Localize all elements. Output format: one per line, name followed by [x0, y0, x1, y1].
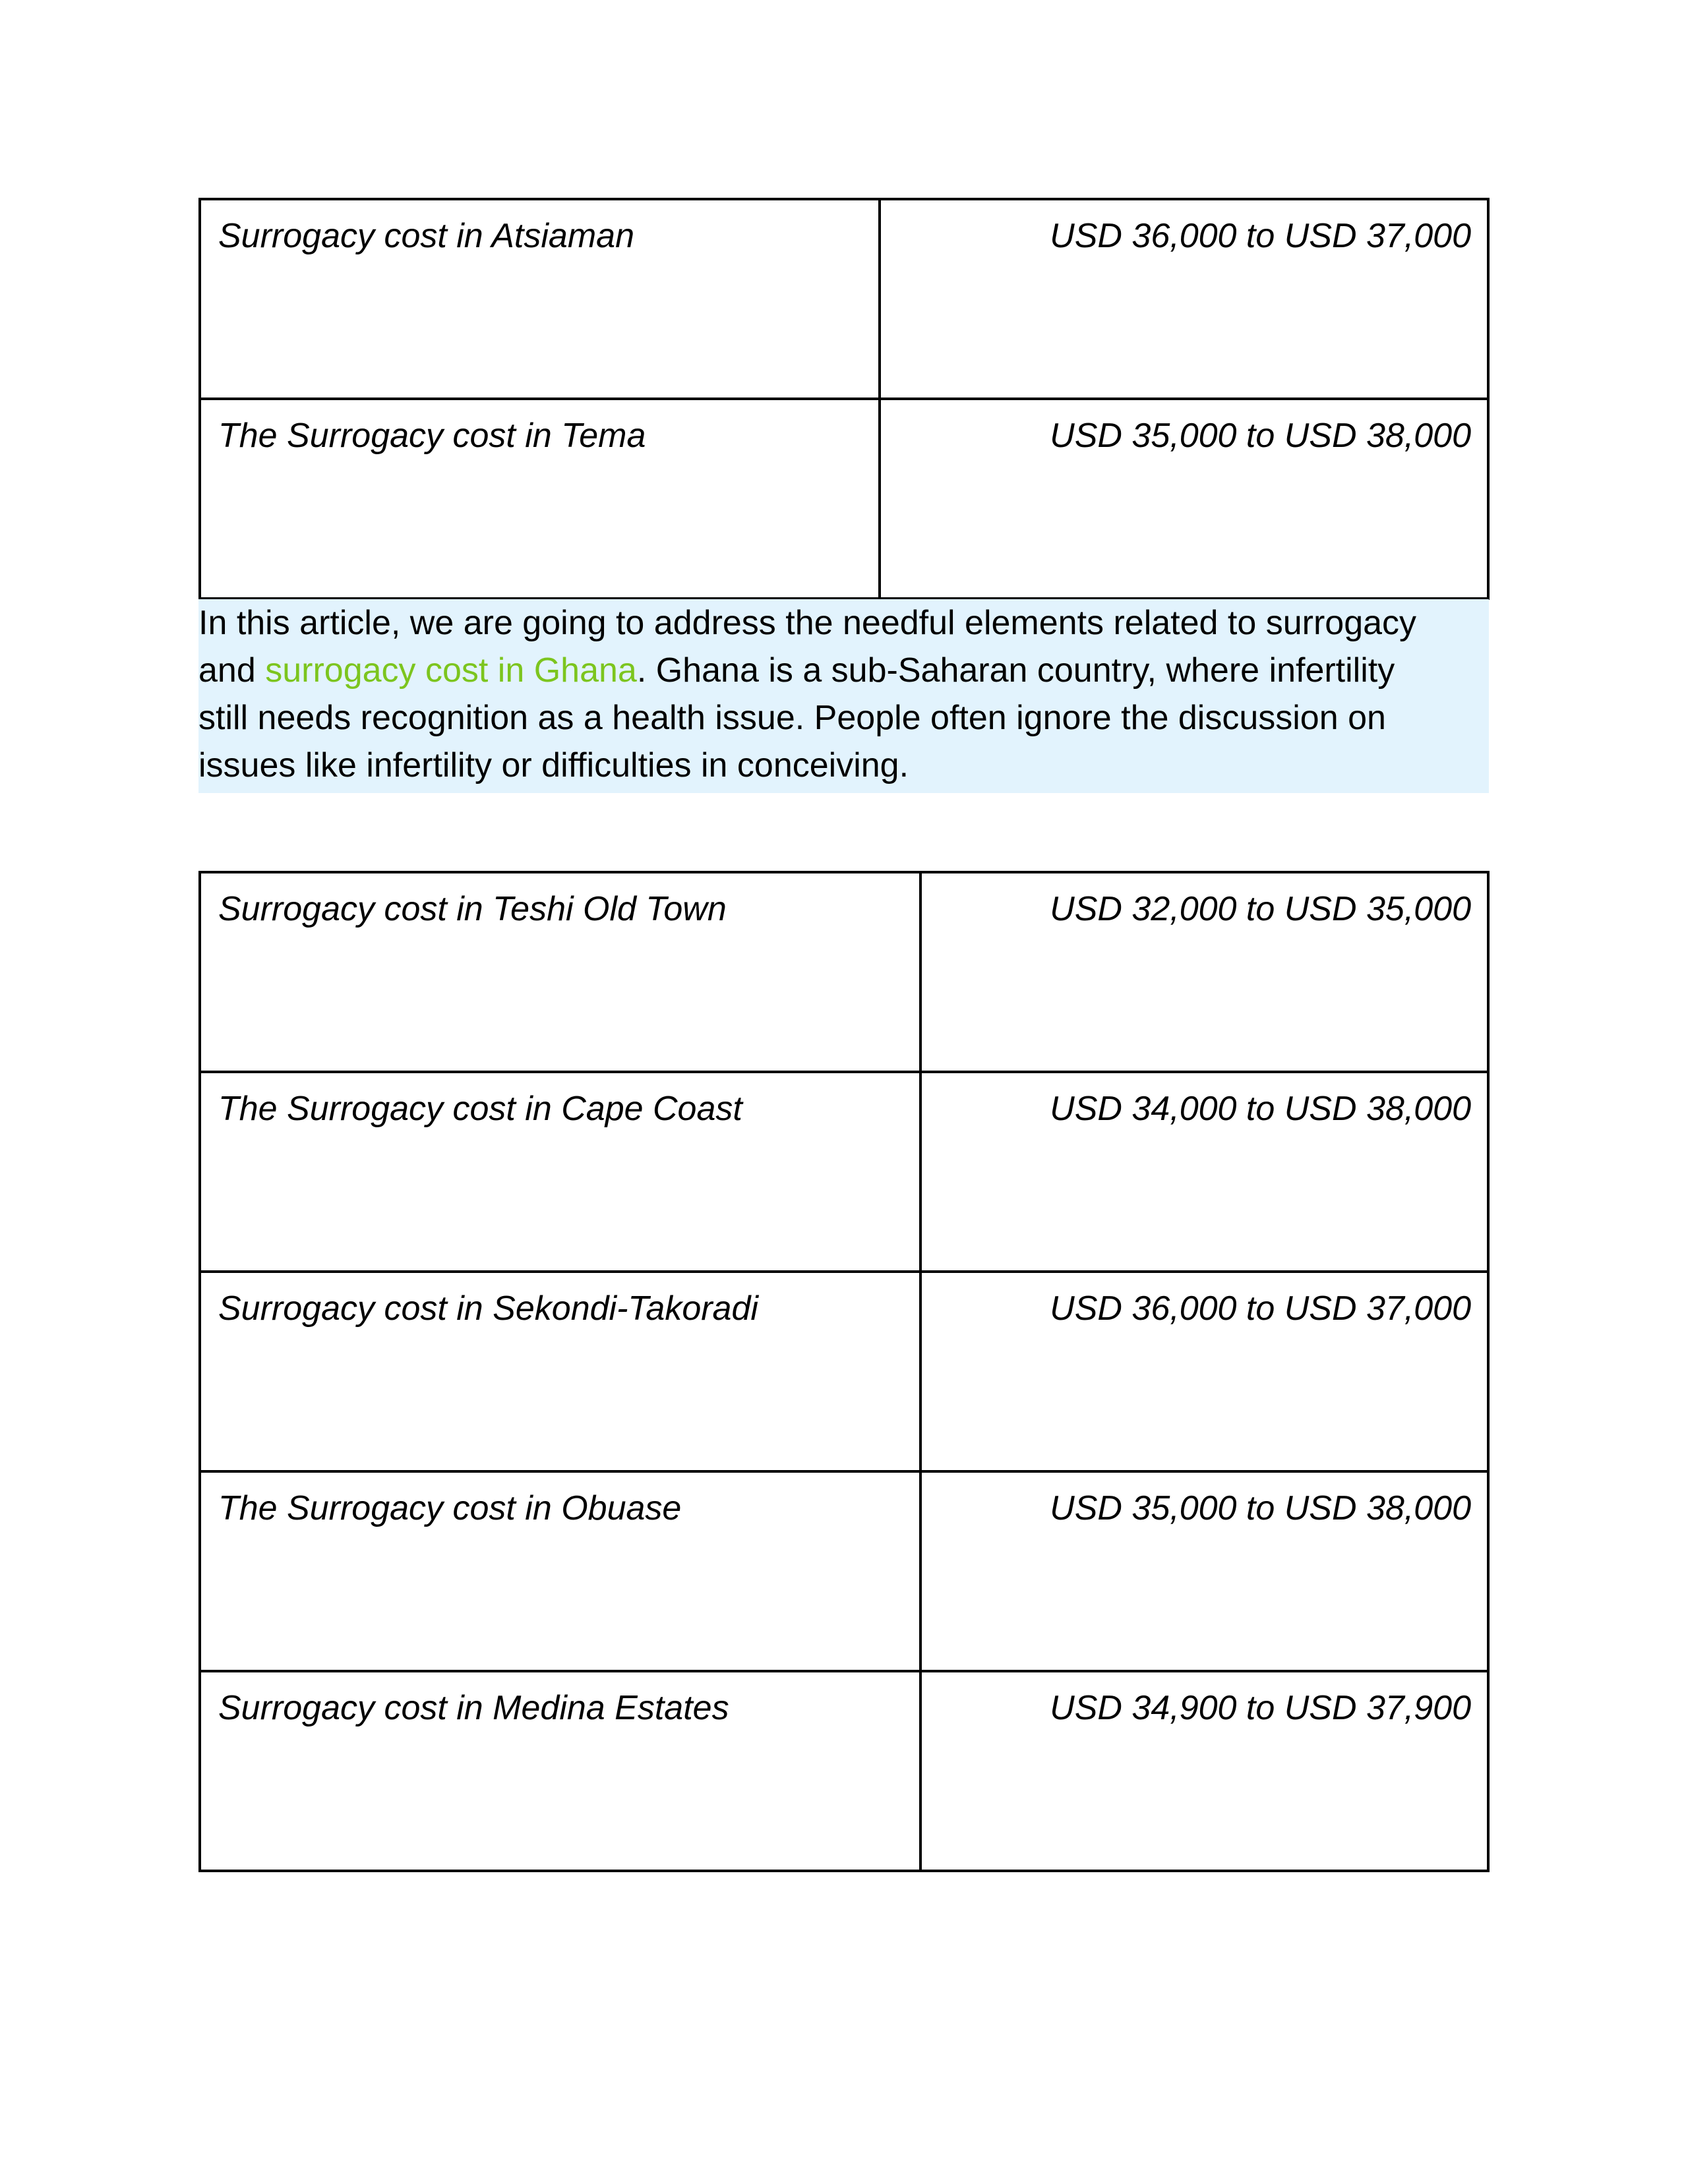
- cost-cell: USD 34,000 to USD 38,000: [920, 1072, 1488, 1272]
- cost-cell: USD 34,900 to USD 37,900: [920, 1671, 1488, 1871]
- cost-cell: USD 32,000 to USD 35,000: [920, 872, 1488, 1072]
- intro-text: . Ghana is a sub-Saharan country, where infertility: [636, 651, 1395, 690]
- cost-table-2: [198, 871, 1490, 1872]
- intro-line: issues like infertility or difficulties in conceiving.: [198, 746, 909, 784]
- intro-paragraph: [198, 599, 1489, 793]
- table-row: [200, 1471, 1488, 1671]
- location-cell: Surrogacy cost in Atsiaman: [200, 199, 880, 399]
- cost-cell: USD 35,000 to USD 38,000: [920, 1471, 1488, 1671]
- table-row: [200, 1671, 1488, 1871]
- table-row: [200, 1072, 1488, 1272]
- cost-cell: USD 35,000 to USD 38,000: [880, 399, 1488, 599]
- table-row: [200, 199, 1488, 399]
- location-cell: The Surrogacy cost in Tema: [200, 399, 880, 599]
- cost-table-1: [198, 198, 1490, 600]
- cost-cell: USD 36,000 to USD 37,000: [920, 1272, 1488, 1471]
- location-cell: Surrogacy cost in Medina Estates: [200, 1671, 920, 1871]
- table-row: [200, 399, 1488, 599]
- cost-cell: USD 36,000 to USD 37,000: [880, 199, 1488, 399]
- intro-line: still needs recognition as a health issue. People often ignore the discussion on: [198, 699, 1386, 737]
- intro-line: In this article, we are going to address the needful elements related to surrogacy: [198, 604, 1417, 642]
- location-cell: Surrogacy cost in Teshi Old Town: [200, 872, 920, 1072]
- intro-text: and: [198, 651, 266, 690]
- location-cell: Surrogacy cost in Sekondi-Takoradi: [200, 1272, 920, 1471]
- intro-line: [198, 647, 1489, 694]
- location-cell: The Surrogacy cost in Cape Coast: [200, 1072, 920, 1272]
- table-row: [200, 872, 1488, 1072]
- surrogacy-cost-ghana-link[interactable]: surrogacy cost in Ghana: [265, 651, 637, 690]
- location-cell: The Surrogacy cost in Obuase: [200, 1471, 920, 1671]
- table-row: [200, 1272, 1488, 1471]
